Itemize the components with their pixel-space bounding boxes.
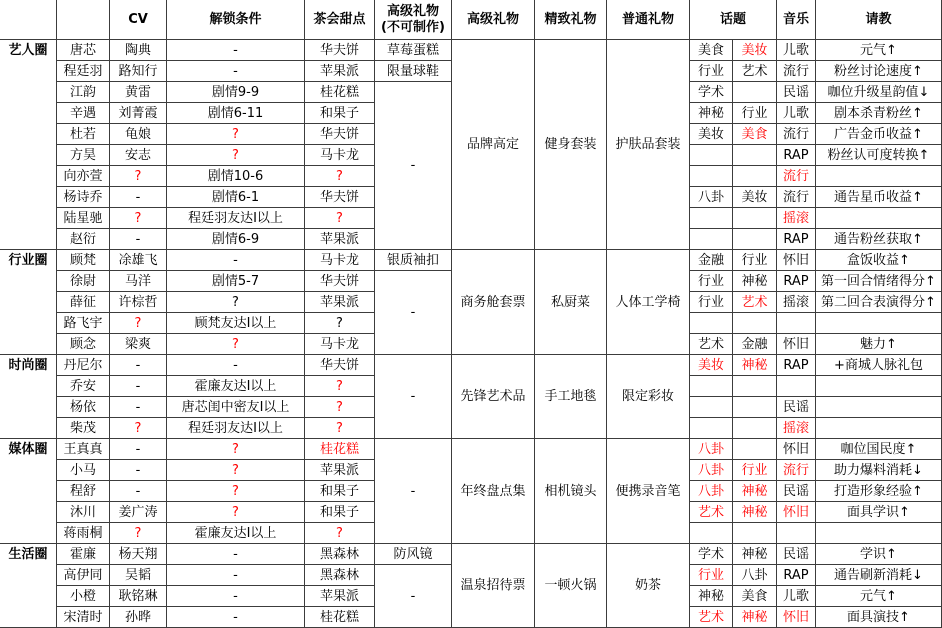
topic-cell: 金融 — [690, 250, 733, 271]
cv-cell: ? — [110, 166, 167, 187]
advice-cell: 粉丝认可度转换↑ — [816, 145, 942, 166]
header-advice: 请教 — [816, 0, 942, 40]
tea-party-dessert-cell: 华夫饼 — [305, 187, 375, 208]
tea-party-dessert-cell: 和果子 — [305, 481, 375, 502]
advice-cell: 盒饭收益↑ — [816, 250, 942, 271]
character-name-cell: 乔安 — [57, 376, 110, 397]
music-cell: 民谣 — [777, 544, 816, 565]
topic-cell — [690, 523, 733, 544]
premium-gift-cell: 先锋艺术品 — [452, 355, 535, 439]
topic-cell — [733, 229, 777, 250]
topic-cell: 行业 — [733, 250, 777, 271]
premium-gift-uncraftable-cell: 银质袖扣 — [375, 250, 452, 271]
cv-cell: - — [110, 397, 167, 418]
tea-party-dessert-cell: ? — [305, 313, 375, 334]
music-cell: 民谣 — [777, 481, 816, 502]
character-name-cell: 向亦萱 — [57, 166, 110, 187]
topic-cell — [690, 229, 733, 250]
topic-cell: 美妆 — [690, 355, 733, 376]
cv-cell: 安志 — [110, 145, 167, 166]
header-premium-gift-uncraftable — [375, 0, 452, 40]
character-name-cell: 小橙 — [57, 586, 110, 607]
unlock-condition-cell: 剧情6-1 — [167, 187, 305, 208]
tea-party-dessert-cell: 桂花糕 — [305, 82, 375, 103]
cv-cell: ? — [110, 313, 167, 334]
advice-cell: 面具学识↑ — [816, 502, 942, 523]
cv-cell: 姜广涛 — [110, 502, 167, 523]
unlock-condition-cell: 剧情5-7 — [167, 271, 305, 292]
advice-cell: 粉丝讨论速度↑ — [816, 61, 942, 82]
header-cv: CV — [110, 0, 167, 40]
header-music: 音乐 — [777, 0, 816, 40]
tea-party-dessert-cell: 桂花糕 — [305, 439, 375, 460]
character-name-cell: 顾梵 — [57, 250, 110, 271]
advice-cell: 第一回合情绪得分↑ — [816, 271, 942, 292]
unlock-condition-cell: - — [167, 61, 305, 82]
premium-gift-uncraftable-cell: 草莓蛋糕 — [375, 40, 452, 61]
topic-cell: 神秘 — [733, 607, 777, 628]
music-cell: 摇滚 — [777, 292, 816, 313]
tea-party-dessert-cell: ? — [305, 523, 375, 544]
cv-cell: - — [110, 376, 167, 397]
cv-cell: 杨天翔 — [110, 544, 167, 565]
unlock-condition-cell: ? — [167, 292, 305, 313]
premium-gift-uncraftable-cell: - — [375, 82, 452, 250]
music-cell: 儿歌 — [777, 103, 816, 124]
premium-gift-cell: 年终盘点集 — [452, 439, 535, 544]
advice-cell: 元气↑ — [816, 40, 942, 61]
topic-cell — [690, 313, 733, 334]
unlock-condition-cell: - — [167, 607, 305, 628]
topic-cell — [733, 418, 777, 439]
unlock-condition-cell: 霍廉友达I以上 — [167, 523, 305, 544]
character-name-cell: 江韵 — [57, 82, 110, 103]
normal-gift-cell: 限定彩妆 — [607, 355, 690, 439]
topic-cell — [733, 166, 777, 187]
premium-gift-uncraftable-cell: 限量球鞋 — [375, 61, 452, 82]
topic-cell — [733, 208, 777, 229]
fine-gift-cell: 私厨菜 — [535, 250, 607, 355]
advice-cell: 魅力↑ — [816, 334, 942, 355]
unlock-condition-cell: 剧情6-11 — [167, 103, 305, 124]
cv-cell: 黄雷 — [110, 82, 167, 103]
cv-cell: - — [110, 187, 167, 208]
topic-cell: 行业 — [733, 460, 777, 481]
cv-cell: 耿铭琳 — [110, 586, 167, 607]
normal-gift-cell: 人体工学椅 — [607, 250, 690, 355]
character-name-cell: 霍廉 — [57, 544, 110, 565]
topic-cell — [690, 397, 733, 418]
advice-cell: +商城人脉礼包 — [816, 355, 942, 376]
cv-cell: 孙晔 — [110, 607, 167, 628]
character-name-cell: 小马 — [57, 460, 110, 481]
character-name-cell: 杨诗乔 — [57, 187, 110, 208]
header-topics: 话题 — [690, 0, 777, 40]
topic-cell: 美食 — [733, 124, 777, 145]
unlock-condition-cell: ? — [167, 145, 305, 166]
music-cell: 流行 — [777, 61, 816, 82]
advice-cell — [816, 523, 942, 544]
unlock-condition-cell: - — [167, 250, 305, 271]
cv-cell: - — [110, 481, 167, 502]
tea-party-dessert-cell: 马卡龙 — [305, 334, 375, 355]
topic-cell: 美妆 — [690, 124, 733, 145]
topic-cell: 学术 — [690, 544, 733, 565]
topic-cell — [690, 418, 733, 439]
unlock-condition-cell: 霍廉友达I以上 — [167, 376, 305, 397]
topic-cell: 八卦 — [690, 481, 733, 502]
tea-party-dessert-cell: 桂花糕 — [305, 607, 375, 628]
character-name-cell: 顾念 — [57, 334, 110, 355]
normal-gift-cell: 奶茶 — [607, 544, 690, 628]
premium-gift-cell: 温泉招待票 — [452, 544, 535, 628]
topic-cell — [733, 397, 777, 418]
topic-cell: 金融 — [733, 334, 777, 355]
music-cell: 流行 — [777, 166, 816, 187]
topic-cell: 行业 — [733, 103, 777, 124]
topic-cell — [733, 82, 777, 103]
advice-cell: 元气↑ — [816, 586, 942, 607]
topic-cell: 学术 — [690, 82, 733, 103]
character-name-cell: 徐尉 — [57, 271, 110, 292]
header-character — [57, 0, 110, 40]
unlock-condition-cell: ? — [167, 439, 305, 460]
unlock-condition-cell: ? — [167, 334, 305, 355]
music-cell: 怀旧 — [777, 502, 816, 523]
tea-party-dessert-cell: 华夫饼 — [305, 124, 375, 145]
tea-party-dessert-cell: 华夫饼 — [305, 271, 375, 292]
topic-cell: 八卦 — [690, 187, 733, 208]
header-normal-gift: 普通礼物 — [607, 0, 690, 40]
music-cell: 民谣 — [777, 397, 816, 418]
topic-cell: 八卦 — [690, 460, 733, 481]
advice-cell: 咖位升级星韵值↓ — [816, 82, 942, 103]
advice-cell — [816, 313, 942, 334]
tea-party-dessert-cell: ? — [305, 376, 375, 397]
topic-cell: 神秘 — [690, 103, 733, 124]
advice-cell: 面具演技↑ — [816, 607, 942, 628]
advice-cell: 通告星币收益↑ — [816, 187, 942, 208]
advice-cell: 广告金币收益↑ — [816, 124, 942, 145]
character-name-cell: 陆星驰 — [57, 208, 110, 229]
cv-cell: - — [110, 439, 167, 460]
topic-cell: 艺术 — [690, 502, 733, 523]
header-premium-gift: 高级礼物 — [452, 0, 535, 40]
topic-cell: 神秘 — [733, 481, 777, 502]
unlock-condition-cell: - — [167, 565, 305, 586]
tea-party-dessert-cell: 苹果派 — [305, 460, 375, 481]
character-name-cell: 唐芯 — [57, 40, 110, 61]
topic-cell: 八卦 — [733, 565, 777, 586]
fine-gift-cell: 手工地毯 — [535, 355, 607, 439]
header-premium-gift-uncraftable-line2: (不可制作) — [381, 19, 445, 35]
tea-party-dessert-cell: 苹果派 — [305, 61, 375, 82]
advice-cell: 通告粉丝获取↑ — [816, 229, 942, 250]
unlock-condition-cell: 程廷羽友达I以上 — [167, 418, 305, 439]
advice-cell — [816, 376, 942, 397]
music-cell: 怀旧 — [777, 250, 816, 271]
fine-gift-cell: 相机镜头 — [535, 439, 607, 544]
cv-cell: ? — [110, 523, 167, 544]
tea-party-dessert-cell: 马卡龙 — [305, 250, 375, 271]
music-cell: 摇滚 — [777, 208, 816, 229]
cv-cell: ? — [110, 208, 167, 229]
music-cell: 流行 — [777, 187, 816, 208]
cv-cell: 梁爽 — [110, 334, 167, 355]
character-name-cell: 程舒 — [57, 481, 110, 502]
normal-gift-cell: 护肤品套装 — [607, 40, 690, 250]
advice-cell — [816, 397, 942, 418]
unlock-condition-cell: ? — [167, 124, 305, 145]
cv-cell: - — [110, 229, 167, 250]
advice-cell — [816, 166, 942, 187]
tea-party-dessert-cell: 黑森林 — [305, 544, 375, 565]
character-name-cell: 蒋雨桐 — [57, 523, 110, 544]
normal-gift-cell: 便携录音笔 — [607, 439, 690, 544]
tea-party-dessert-cell: 苹果派 — [305, 292, 375, 313]
music-cell — [777, 523, 816, 544]
topic-cell: 美食 — [690, 40, 733, 61]
topic-cell: 美妆 — [733, 40, 777, 61]
topic-cell: 八卦 — [690, 439, 733, 460]
character-name-cell: 程廷羽 — [57, 61, 110, 82]
unlock-condition-cell: ? — [167, 460, 305, 481]
advice-cell — [816, 208, 942, 229]
topic-cell — [733, 376, 777, 397]
tea-party-dessert-cell: 和果子 — [305, 502, 375, 523]
music-cell: 流行 — [777, 124, 816, 145]
header-fine-gift: 精致礼物 — [535, 0, 607, 40]
music-cell: RAP — [777, 229, 816, 250]
cv-cell: 龟娘 — [110, 124, 167, 145]
premium-gift-uncraftable-cell: - — [375, 355, 452, 439]
music-cell: 流行 — [777, 460, 816, 481]
unlock-condition-cell: 程廷羽友达I以上 — [167, 208, 305, 229]
topic-cell: 艺术 — [733, 61, 777, 82]
tea-party-dessert-cell: 马卡龙 — [305, 145, 375, 166]
character-name-cell: 柴茂 — [57, 418, 110, 439]
premium-gift-uncraftable-cell: - — [375, 439, 452, 544]
cv-cell: 凃雄飞 — [110, 250, 167, 271]
tea-party-dessert-cell: ? — [305, 397, 375, 418]
unlock-condition-cell: 剧情9-9 — [167, 82, 305, 103]
topic-cell — [733, 313, 777, 334]
unlock-condition-cell: 唐芯闺中密友I以上 — [167, 397, 305, 418]
advice-cell: 学识↑ — [816, 544, 942, 565]
topic-cell: 艺术 — [733, 292, 777, 313]
premium-gift-uncraftable-cell: - — [375, 565, 452, 628]
premium-gift-uncraftable-cell: - — [375, 271, 452, 355]
advice-cell: 剧本杀青粉丝↑ — [816, 103, 942, 124]
topic-cell: 艺术 — [690, 334, 733, 355]
music-cell: 儿歌 — [777, 40, 816, 61]
character-name-cell: 高伊同 — [57, 565, 110, 586]
music-cell: 怀旧 — [777, 607, 816, 628]
music-cell: RAP — [777, 145, 816, 166]
fine-gift-cell: 健身套装 — [535, 40, 607, 250]
topic-cell — [690, 166, 733, 187]
cv-cell: 刘菁霞 — [110, 103, 167, 124]
topic-cell — [733, 439, 777, 460]
advice-cell: 打造形象经验↑ — [816, 481, 942, 502]
header-group — [0, 0, 57, 40]
cv-cell: - — [110, 460, 167, 481]
group-label: 时尚圈 — [0, 355, 57, 439]
group-label: 艺人圈 — [0, 40, 57, 250]
unlock-condition-cell: - — [167, 544, 305, 565]
advice-cell: 第二回合表演得分↑ — [816, 292, 942, 313]
advice-cell: 咖位国民度↑ — [816, 439, 942, 460]
topic-cell: 神秘 — [733, 502, 777, 523]
character-name-cell: 赵衍 — [57, 229, 110, 250]
topic-cell: 神秘 — [733, 355, 777, 376]
character-name-cell: 杨依 — [57, 397, 110, 418]
music-cell: RAP — [777, 271, 816, 292]
tea-party-dessert-cell: 苹果派 — [305, 586, 375, 607]
tea-party-dessert-cell: ? — [305, 208, 375, 229]
header-unlock-condition: 解锁条件 — [167, 0, 305, 40]
cv-cell: 路知行 — [110, 61, 167, 82]
premium-gift-cell: 品牌高定 — [452, 40, 535, 250]
music-cell — [777, 376, 816, 397]
topic-cell: 美食 — [733, 586, 777, 607]
tea-party-dessert-cell: 和果子 — [305, 103, 375, 124]
unlock-condition-cell: - — [167, 40, 305, 61]
topic-cell — [733, 523, 777, 544]
music-cell: 民谣 — [777, 82, 816, 103]
character-name-cell: 丹尼尔 — [57, 355, 110, 376]
topic-cell — [690, 376, 733, 397]
topic-cell: 神秘 — [733, 271, 777, 292]
advice-cell: 通告刷新消耗↓ — [816, 565, 942, 586]
topic-cell — [690, 145, 733, 166]
tea-party-dessert-cell: 苹果派 — [305, 229, 375, 250]
character-name-cell: 路飞宇 — [57, 313, 110, 334]
cv-cell: 许棕哲 — [110, 292, 167, 313]
group-label: 媒体圈 — [0, 439, 57, 544]
character-name-cell: 沐川 — [57, 502, 110, 523]
group-label: 行业圈 — [0, 250, 57, 355]
character-name-cell: 薛征 — [57, 292, 110, 313]
music-cell: 儿歌 — [777, 586, 816, 607]
topic-cell: 艺术 — [690, 607, 733, 628]
topic-cell: 行业 — [690, 565, 733, 586]
premium-gift-cell: 商务舱套票 — [452, 250, 535, 355]
cv-cell: 马洋 — [110, 271, 167, 292]
character-name-cell: 王真真 — [57, 439, 110, 460]
character-name-cell: 辛遇 — [57, 103, 110, 124]
header-premium-gift-uncraftable-line1: 高级礼物 — [386, 3, 439, 19]
topic-cell: 行业 — [690, 271, 733, 292]
topic-cell — [690, 208, 733, 229]
unlock-condition-cell: ? — [167, 481, 305, 502]
advice-cell — [816, 418, 942, 439]
tea-party-dessert-cell: 华夫饼 — [305, 40, 375, 61]
cv-cell: - — [110, 355, 167, 376]
music-cell: RAP — [777, 565, 816, 586]
premium-gift-uncraftable-cell: 防风镜 — [375, 544, 452, 565]
music-cell: 摇滚 — [777, 418, 816, 439]
topic-cell: 神秘 — [690, 586, 733, 607]
character-name-cell: 方昊 — [57, 145, 110, 166]
unlock-condition-cell: - — [167, 586, 305, 607]
cv-cell: ? — [110, 418, 167, 439]
music-cell: 怀旧 — [777, 334, 816, 355]
tea-party-dessert-cell: 黑森林 — [305, 565, 375, 586]
music-cell: RAP — [777, 355, 816, 376]
unlock-condition-cell: - — [167, 355, 305, 376]
music-cell — [777, 313, 816, 334]
advice-cell: 助力爆料消耗↓ — [816, 460, 942, 481]
unlock-condition-cell: 顾梵友达I以上 — [167, 313, 305, 334]
fine-gift-cell: 一顿火锅 — [535, 544, 607, 628]
topic-cell: 行业 — [690, 292, 733, 313]
character-name-cell: 杜若 — [57, 124, 110, 145]
tea-party-dessert-cell: 华夫饼 — [305, 355, 375, 376]
unlock-condition-cell: 剧情6-9 — [167, 229, 305, 250]
topic-cell: 美妆 — [733, 187, 777, 208]
unlock-condition-cell: 剧情10-6 — [167, 166, 305, 187]
topic-cell: 行业 — [690, 61, 733, 82]
tea-party-dessert-cell: ? — [305, 418, 375, 439]
unlock-condition-cell: ? — [167, 502, 305, 523]
topic-cell — [733, 145, 777, 166]
group-label: 生活圈 — [0, 544, 57, 628]
character-name-cell: 宋清时 — [57, 607, 110, 628]
cv-cell: 陶典 — [110, 40, 167, 61]
topic-cell: 神秘 — [733, 544, 777, 565]
tea-party-dessert-cell: ? — [305, 166, 375, 187]
music-cell: 怀旧 — [777, 439, 816, 460]
cv-cell: 吴韬 — [110, 565, 167, 586]
header-tea-party-dessert: 茶会甜点 — [305, 0, 375, 40]
